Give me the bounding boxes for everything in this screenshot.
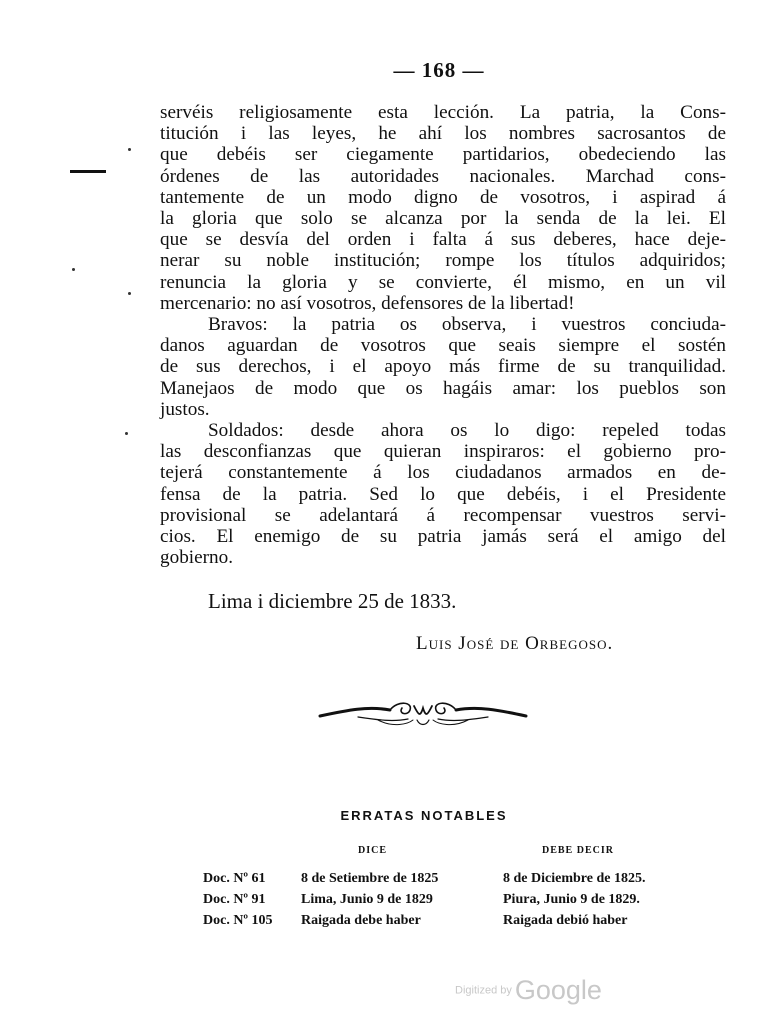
text-line: mercenario: no así vosotros, defensores de la libertad!	[160, 292, 575, 314]
text-line: la gloria que solo se alcanza por la senda de la lei. El	[160, 208, 726, 230]
ink-speck	[72, 268, 75, 271]
text-line: tejerá constantemente á los ciudadanos armados en de-	[160, 462, 726, 484]
paragraph-2	[160, 314, 726, 420]
text-line: nerar su noble institución; rompe los títulos adquiridos;	[160, 250, 726, 272]
text-line: titución i las leyes, he ahí los nombres sacrosantos de	[160, 123, 726, 145]
ornament-divider-icon	[318, 694, 528, 734]
text-line: Soldados: desde ahora os lo digo: repeled todas	[208, 420, 726, 442]
text-line: que debéis ser ciegamente partidarios, obedeciendo las	[160, 144, 726, 166]
ink-speck	[128, 292, 131, 295]
ink-speck	[125, 432, 128, 435]
watermark-brand: Google	[514, 975, 602, 1005]
errata-doc: Doc. Nº 105	[203, 913, 273, 928]
paragraph-1	[160, 102, 726, 314]
watermark-prefix: Digitized by	[455, 984, 512, 997]
text-line: provisional se adelantará á recompensar vuestros servi-	[160, 504, 726, 526]
errata-doc: Doc. Nº 91	[203, 892, 266, 907]
errata-dice: Raigada debe haber	[301, 913, 421, 928]
errata-debe-decir: Raigada debió haber	[503, 913, 628, 928]
text-line: justos.	[160, 398, 210, 420]
page-number: — 168 —	[393, 58, 485, 82]
errata-dice: 8 de Setiembre de 1825	[301, 871, 439, 886]
errata-debe-decir: Piura, Junio 9 de 1829.	[503, 892, 640, 907]
errata-debe-decir: 8 de Diciembre de 1825.	[503, 871, 646, 886]
text-line: renuncia la gloria y se convierte, él mismo, en un vil	[160, 271, 726, 293]
text-line: cios. El enemigo de su patria jamás será el amigo del	[160, 526, 726, 548]
errata-header-debe-decir: DEBE DECIR	[542, 845, 614, 856]
text-line: servéis religiosamente esta lección. La patria, la Cons-	[160, 102, 726, 123]
text-line: danos aguardan de vosotros que seais siempre el sostén	[160, 335, 726, 357]
margin-mark	[70, 170, 106, 173]
signature: Luis José de Orbegoso.	[416, 633, 614, 654]
errata-dice: Lima, Junio 9 de 1829	[301, 892, 433, 907]
proclamation-body	[160, 102, 726, 568]
text-line: órdenes de las autoridades nacionales. Marchad cons-	[160, 165, 726, 187]
text-line: Bravos: la patria os observa, i vuestros conciuda-	[208, 314, 726, 336]
ink-speck	[128, 148, 131, 151]
digitized-watermark	[455, 975, 602, 1006]
text-line: Manejaos de modo que os hagáis amar: los pueblos son	[160, 377, 726, 399]
text-line: que se desvía del orden i falta á sus deberes, hace deje-	[160, 229, 726, 251]
text-line: de sus derechos, i el apoyo más firme de su tranquilidad.	[160, 356, 726, 378]
text-line: las desconfianzas que quieran inspiraros: el gobierno pro-	[160, 441, 726, 463]
errata-title: ERRATAS NOTABLES	[340, 808, 508, 823]
text-line: fensa de la patria. Sed lo que debéis, i el Presidente	[160, 483, 726, 505]
text-line: tantemente de un modo digno de vosotros, i aspirad á	[160, 186, 726, 208]
paragraph-3	[160, 420, 726, 568]
errata-doc: Doc. Nº 61	[203, 871, 266, 886]
errata-header-dice: DICE	[358, 845, 388, 856]
text-line: gobierno.	[160, 547, 234, 569]
dateline: Lima i diciembre 25 de 1833.	[208, 589, 457, 613]
